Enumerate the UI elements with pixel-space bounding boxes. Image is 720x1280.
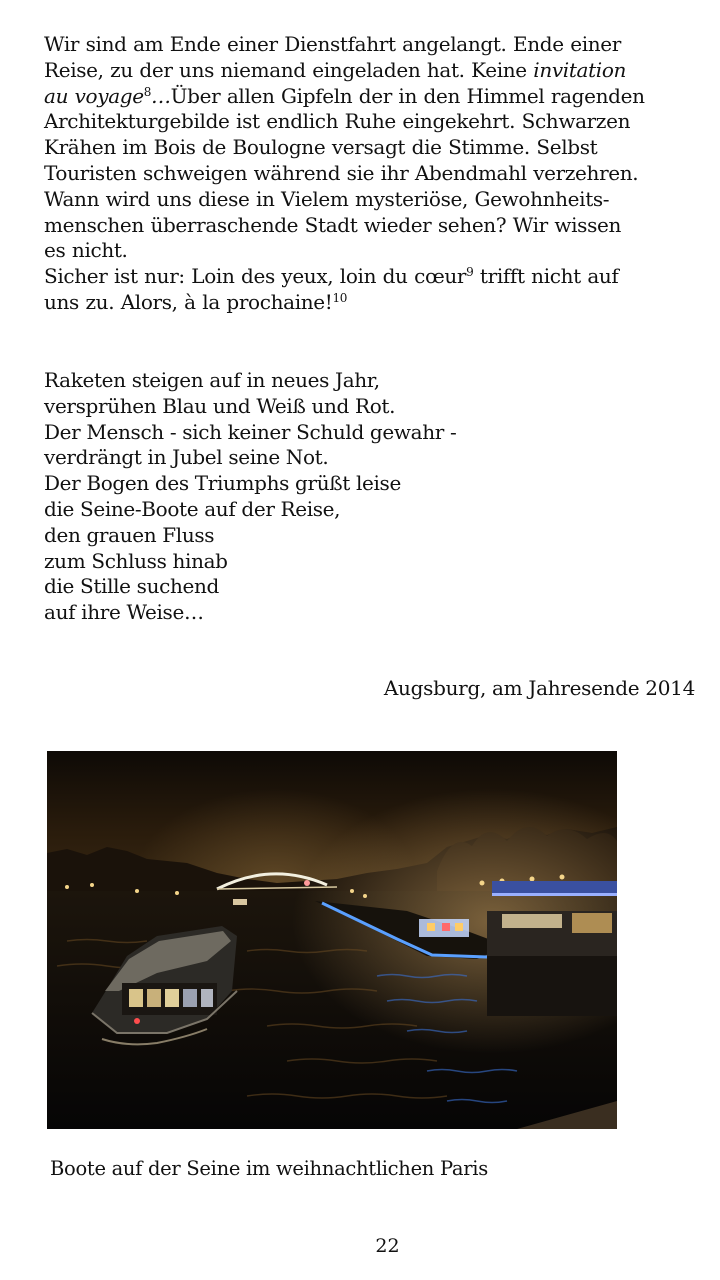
text-line: Architekturgebilde ist endlich Ruhe eingekehrt. Schwarzen [44,109,631,134]
ellipsis: … [151,83,171,108]
photo-caption: Boote auf der Seine im weihnachtlichen Paris [50,1157,488,1180]
page-number: 22 [375,1235,400,1257]
text-segment: Sicher ist nur: Loin des yeux, loin du cœur [44,264,467,289]
poem-line: Der Bogen des Triumphs grüßt leise [44,471,401,496]
text-line [44,58,704,84]
seine-night-photo [47,751,617,1129]
body-text [44,32,704,316]
poem [44,368,456,626]
text-line: Krähen im Bois de Boulogne versagt die Stimme. Selbst [44,135,598,160]
poem-line: die Seine-Boote auf der Reise, [44,496,341,521]
text-line [44,290,704,316]
poem-line: Der Mensch - sich keiner Schuld gewahr - [44,419,457,444]
text-line: Wann wird uns diese in Vielem mysteriöse, Gewohnheits- [44,186,610,211]
footnote-marker: 9 [466,265,474,280]
text-segment: Reise, zu der uns niemand eingeladen hat. Keine [44,57,534,82]
distant-boat [233,899,247,905]
text-line: Touristen schweigen während sie ihr Abendmahl verzehren. [44,160,639,185]
poem-line: verdrängt in Jubel seine Not. [44,445,329,470]
poem-line: versprühen Blau und Weiß und Rot. [44,393,396,418]
italic-phrase: invitation [533,57,627,82]
poem-line: Raketen steigen auf in neues Jahr, [44,368,380,392]
text-line [44,264,704,290]
footnote-marker: 10 [332,290,348,305]
place-date-signature: Augsburg, am Jahresende 2014 [383,676,695,700]
poem-line: den grauen Fluss [44,522,215,547]
text-line: es nicht. [44,238,128,263]
text-segment: uns zu. Alors, à la prochaine! [44,289,333,314]
italic-phrase: au voyage [44,83,144,108]
poem-line: zum Schluss hinab [44,548,228,573]
text-segment: trifft nicht auf [473,264,619,289]
riverside-building [492,881,617,893]
text-segment: Über allen Gipfeln der in den Himmel ragenden [170,83,645,108]
footnote-marker: 8 [143,84,152,99]
poem-line: auf ihre Weise… [44,600,204,625]
text-line [44,84,704,110]
text-line: menschen überraschende Stadt wieder sehen? Wir wissen [44,212,621,237]
poem-line: die Stille suchend [44,574,219,599]
text-line: Wir sind am Ende einer Dienstfahrt angelangt. Ende einer [44,32,622,56]
